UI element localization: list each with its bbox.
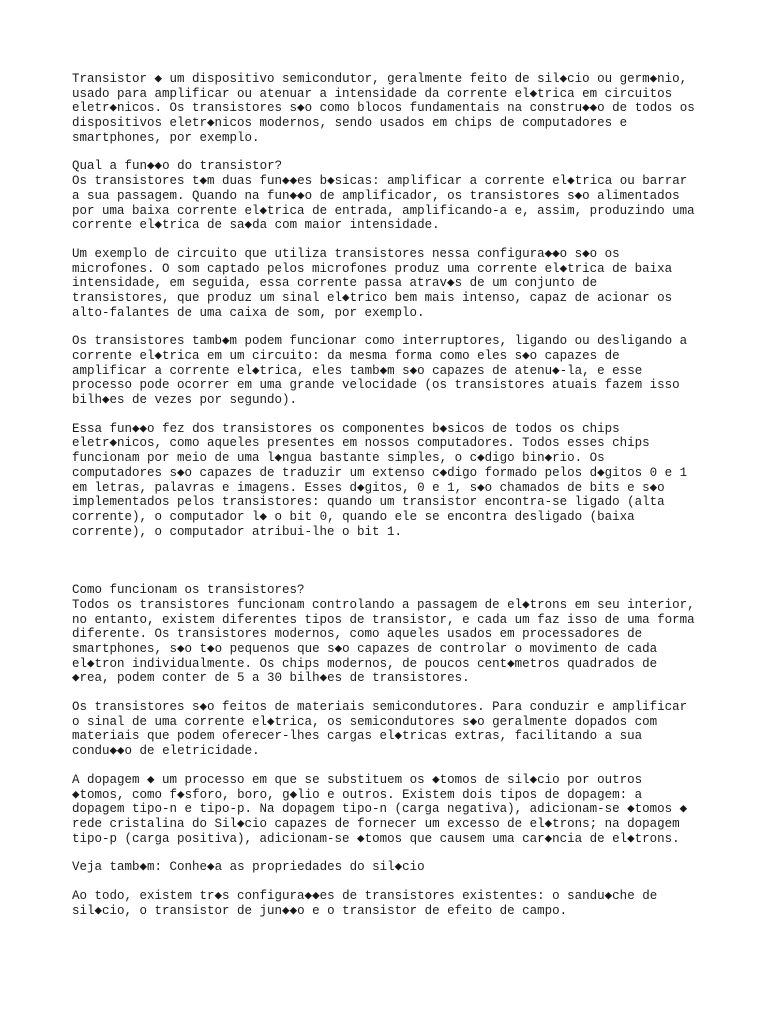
text-line: amplificar a corrente el◆trica, eles tamb◆m s◆o capazes de atenu◆-la, e esse	[72, 363, 643, 378]
section-heading: Qual a fun◆◆o do transistor?	[72, 159, 283, 174]
section-heading: Como funcionam os transistores?	[72, 583, 305, 598]
text-line: smartphones, por exemplo.	[72, 130, 260, 145]
text-line: eletr◆nicos, como aqueles presentes em nossos computadores. Todos esses chips	[72, 436, 650, 451]
text-line: transistores, que produz um sinal el◆trico bem mais intenso, capaz de acionar os	[72, 290, 673, 305]
text-line: dopagem tipo-n e tipo-p. Na dopagem tipo-n (carga negativa), adicionam-se ◆tomos ◆	[72, 802, 688, 817]
text-line: diferente. Os transistores modernos, como aqueles usados em processadores de	[72, 627, 643, 642]
text-line: tipo-p (carga positiva), adicionam-se ◆tomos que causem uma car◆ncia de el◆trons.	[72, 831, 680, 846]
text-line: ◆rea, podem conter de 5 a 30 bilh◆es de transistores.	[72, 671, 470, 686]
text-line: a sua passagem. Quando na fun◆◆o de amplificador, os transistores s◆o alimentados	[72, 188, 680, 203]
text-line: funcionam por meio de uma l◆ngua bastante simples, o c◆digo bin◆rio. Os	[72, 451, 605, 466]
text-line: Os transistores s◆o feitos de materiais semicondutores. Para conduzir e amplificar	[72, 700, 688, 715]
text-line: corrente), o computador l◆ o bit 0, quando ele se encontra desligado (baixa	[72, 509, 635, 524]
text-line: no entanto, existem diferentes tipos de transistor, e cada um faz isso de uma forma	[72, 612, 695, 627]
text-line: Essa fun◆◆o fez dos transistores os componentes b◆sicos de todos os chips	[72, 421, 620, 436]
paragraph-semiconductors	[72, 700, 712, 759]
text-line: Um exemplo de circuito que utiliza transistores nessa configura◆◆o s◆o os	[72, 246, 620, 261]
text-line: em letras, palavras e imagens. Esses d◆gitos, 0 e 1, s◆o chamados de bits e s◆o	[72, 480, 665, 495]
paragraph-doping	[72, 773, 712, 846]
blank-gap	[72, 553, 712, 583]
document-body	[72, 72, 712, 932]
paragraph-how-they-work	[72, 583, 712, 686]
text-line: sil◆cio, o transistor de jun◆◆o e o transistor de efeito de campo.	[72, 903, 568, 918]
text-line: Transistor ◆ um dispositivo semicondutor, geralmente feito de sil◆cio ou germ◆nio,	[72, 72, 688, 86]
text-line: intensidade, em seguida, essa corrente passa atrav◆s de um conjunto de	[72, 276, 598, 291]
text-line: computadores s◆o capazes de traduzir um extenso c◆digo formado pelos d◆gitos 0 e 1	[72, 465, 688, 480]
text-line: A dopagem ◆ um processo em que se substituem os ◆tomos de sil◆cio por outros	[72, 772, 643, 787]
paragraph-example	[72, 247, 712, 320]
text-line: corrente el◆trica em um circuito: da mesma forma como eles s◆o capazes de	[72, 349, 620, 363]
text-line: el◆tron individualmente. Os chips modernos, de poucos cent◆metros quadrados de	[72, 656, 658, 671]
text-line: Ao todo, existem tr◆s configura◆◆es de transistores existentes: o sandu◆che de	[72, 888, 658, 903]
text-line: dispositivos eletr◆nicos modernos, sendo usados em chips de computadores e	[72, 116, 628, 131]
text-line: corrente el◆trica de sa◆da com maior intensidade.	[72, 218, 440, 233]
text-line: materiais que podem oferecer-lhes cargas el◆tricas extras, facilitando a sua	[72, 729, 643, 744]
paragraph-see-also	[72, 860, 712, 875]
text-line: eletr◆nicos. Os transistores s◆o como blocos fundamentais na constru◆◆o de todos os	[72, 101, 695, 116]
text-line: o sinal de uma corrente el◆trica, os semicondutores s◆o geralmente dopados com	[72, 714, 658, 729]
text-line: ◆tomos, como f◆sforo, boro, g◆lio e outros. Existem dois tipos de dopagem: a	[72, 787, 643, 802]
text-line: Os transistores t◆m duas fun◆◆es b◆sicas: amplificar a corrente el◆trica ou barrar	[72, 174, 688, 189]
text-line: alto-falantes de uma caixa de som, por exemplo.	[72, 305, 425, 320]
text-line: microfones. O som captado pelos microfones produz uma corrente el◆trica de baixa	[72, 261, 673, 276]
text-line: por uma baixa corrente el◆trica de entrada, amplificando-a e, assim, produzindo uma	[72, 203, 695, 218]
text-line: implementados pelos transistores: quando um transistor encontra-se ligado (alta	[72, 495, 665, 510]
text-line: usado para amplificar ou atenuar a intensidade da corrente el◆trica em circuitos	[72, 86, 673, 101]
text-line: rede cristalina do Sil◆cio capazes de fornecer um excesso de el◆trons; na dopagem	[72, 816, 680, 831]
text-line: Todos os transistores funcionam controlando a passagem de el◆trons em seu interior,	[72, 597, 695, 612]
paragraph-switches	[72, 334, 712, 407]
text-line: condu◆◆o de eletricidade.	[72, 744, 260, 759]
text-line: bilh◆es de vezes por segundo).	[72, 393, 298, 408]
paragraph-configurations	[72, 889, 712, 918]
paragraph-intro	[72, 72, 712, 145]
text-line: Veja tamb◆m: Conhe◆a as propriedades do sil◆cio	[72, 860, 425, 875]
text-line: corrente), o computador atribui-lhe o bit 1.	[72, 524, 403, 539]
text-line: smartphones, s◆o t◆o pequenos que s◆o capazes de controlar o movimento de cada	[72, 642, 658, 656]
text-line: Os transistores tamb◆m podem funcionar como interruptores, ligando ou desligando a	[72, 334, 688, 349]
paragraph-function	[72, 159, 712, 232]
paragraph-chips	[72, 422, 712, 540]
text-line: processo pode ocorrer em uma grande velocidade (os transistores atuais fazem isso	[72, 378, 680, 393]
